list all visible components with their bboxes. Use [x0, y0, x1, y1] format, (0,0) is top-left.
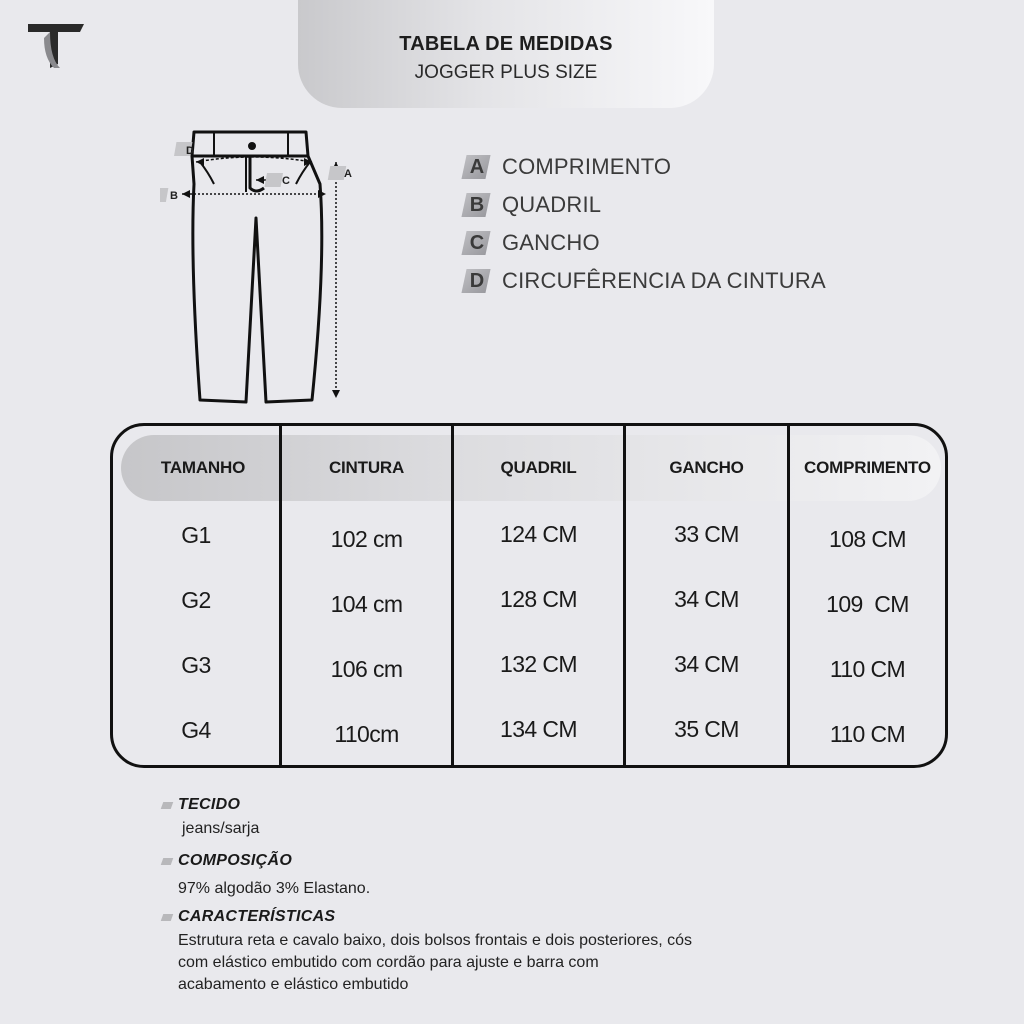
column-header-length: COMPRIMENTO: [804, 458, 931, 477]
legend-label: QUADRIL: [502, 192, 602, 217]
bullet-icon: [161, 802, 174, 809]
column-header-waist: CINTURA: [328, 458, 405, 477]
features-line: acabamento e elástico embutido: [178, 976, 409, 993]
table-cell-length: 110 CM: [829, 721, 906, 747]
legend-label: COMPRIMENTO: [502, 154, 672, 179]
diagram-label-c: C: [282, 175, 290, 187]
features-line: com elástico embutido com cordão para ajuste e barra com: [178, 954, 599, 971]
measurement-legend: [460, 148, 880, 300]
bullet-icon: [161, 858, 174, 865]
legend-label: GANCHO: [502, 230, 600, 255]
table-cell-waist: 104 cm: [330, 591, 403, 617]
column-header-hip: QUADRIL: [500, 458, 577, 477]
composition-text: 97% algodão 3% Elastano.: [178, 880, 371, 897]
t-logo-icon: [24, 18, 88, 72]
composition-title: COMPOSIÇÃO: [178, 852, 293, 869]
legend-item-d: [460, 262, 880, 300]
table-cell-waist: 106 cm: [330, 656, 403, 682]
size-table: [110, 423, 948, 768]
table-cell-hip: 134 CM: [500, 716, 577, 742]
features-line: Estrutura reta e cavalo baixo, dois bolsos frontais e dois posteriores, cós: [178, 932, 693, 949]
legend-item-c: [460, 224, 880, 262]
features-title: CARACTERÍSTICAS: [178, 908, 336, 925]
table-cell-length: 109 CM: [826, 591, 909, 617]
letter-badge-icon: C: [460, 228, 494, 258]
diagram-label-a: A: [344, 168, 352, 180]
fabric-title: TECIDO: [178, 796, 241, 813]
diagram-label-b: B: [170, 190, 178, 202]
column-header-size: TAMANHO: [160, 458, 246, 477]
diagram-label-d: D: [186, 145, 194, 157]
table-cell-hip: 124 CM: [500, 521, 577, 547]
table-cell-hip: 132 CM: [500, 651, 577, 677]
table-cell-size: G4: [181, 717, 211, 743]
table-cell-length: 110 CM: [829, 656, 906, 682]
page-title: TABELA DE MEDIDAS: [399, 33, 613, 55]
legend-label: CIRCUFÊRENCIA DA CINTURA: [502, 268, 826, 293]
column-header-rise: GANCHO: [669, 458, 744, 477]
table-cell-rise: 34 CM: [674, 651, 739, 677]
table-cell-rise: 33 CM: [674, 521, 739, 547]
header-card: [298, 0, 714, 108]
letter-badge-icon: D: [460, 266, 494, 296]
letter-badge-icon: A: [460, 152, 494, 182]
legend-item-b: [460, 186, 880, 224]
table-cell-size: G1: [181, 522, 211, 548]
table-cell-length: 108 CM: [829, 526, 906, 552]
table-cell-hip: 128 CM: [500, 586, 577, 612]
table-cell-waist: 110cm: [334, 721, 399, 747]
fabric-text: jeans/sarja: [182, 820, 260, 837]
pants-measurement-icon: [160, 122, 360, 412]
table-cell-size: G2: [181, 587, 211, 613]
legend-item-a: [460, 148, 880, 186]
bullet-icon: [161, 914, 174, 921]
page-subtitle: JOGGER PLUS SIZE: [414, 62, 598, 83]
table-cell-size: G3: [181, 652, 211, 678]
letter-badge-icon: B: [460, 190, 494, 220]
table-cell-waist: 102 cm: [330, 526, 403, 552]
table-cell-rise: 35 CM: [674, 716, 739, 742]
table-cell-rise: 34 CM: [674, 586, 739, 612]
